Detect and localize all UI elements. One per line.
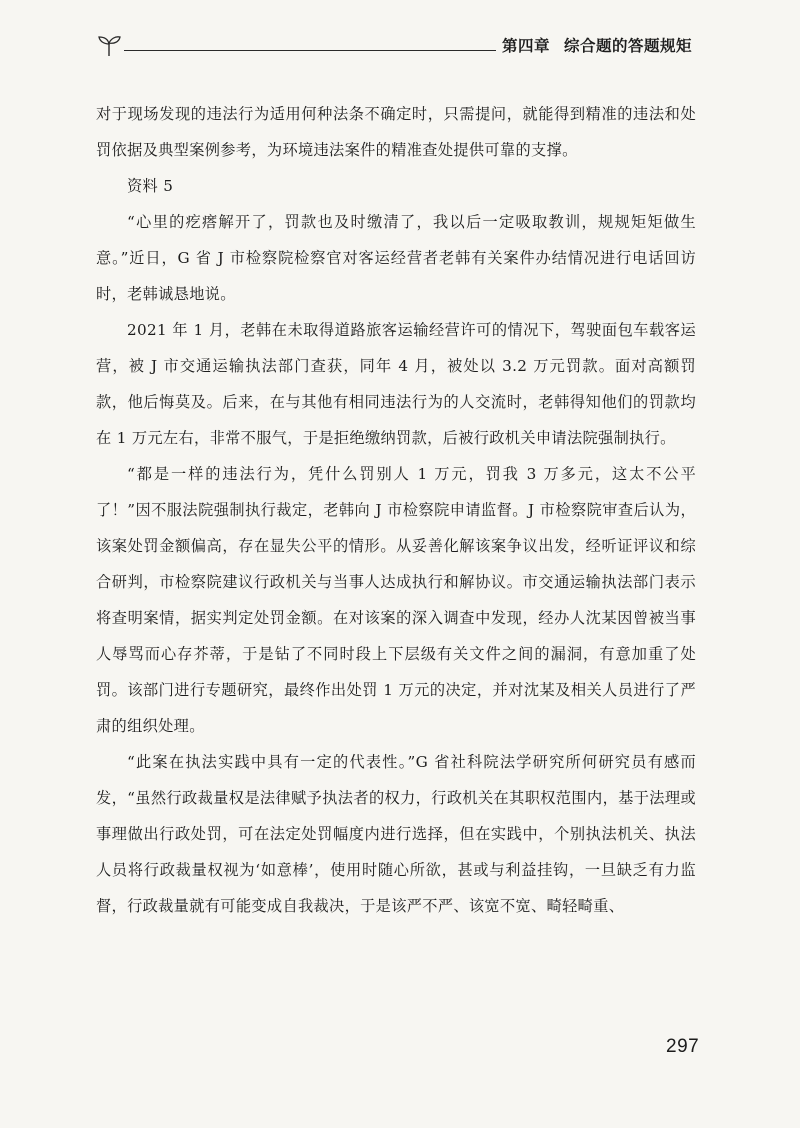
paragraph: “都是一样的违法行为，凭什么罚别人 1 万元，罚我 3 万多元，这太不公平了！”因不服法院强制执行裁定，老韩向 J 市检察院申请监督。J 市检察院审查后认为，该案处罚金额偏高，存在显失公平的情形。从妥善化解该案争议出发，经听证评议和综合研判，市检察院建议行政机关与当事人达成执行和解协议。市交通运输执法部门表示将查明案情，据实判定处罚金额。在对该案的深入调查中发现，经办人沈某因曾被当事人辱骂而心存芥蒂，于是钻了不同时段上下层级有关文件之间的漏洞，有意加重了处罚。该部门进行专题研究，最终作出处罚 1 万元的决定，并对沈某及相关人员进行了严肃的组织处理。 [96, 465, 696, 735]
section-heading: 资料 5 [127, 177, 174, 195]
page-body [96, 96, 696, 924]
sprout-icon [96, 32, 122, 58]
running-header [88, 30, 706, 62]
paragraph-continued: 对于现场发现的违法行为适用何种法条不确定时，只需提问，就能得到精准的违法和处罚依据及典型案例参考，为环境违法案件的精准查处提供可靠的支撑。 [96, 105, 696, 159]
chapter-label [496, 34, 712, 56]
chapter-title: 综合题的答题规矩 [564, 37, 693, 55]
paragraph: “此案在执法实践中具有一定的代表性。”G 省社科院法学研究所何研究员有感而发，“虽然行政裁量权是法律赋予执法者的权力，行政机关在其职权范围内，基于法理或事理做出行政处罚，可在法定处罚幅度内进行选择，但在实践中，个别执法机关、执法人员将行政裁量权视为‘如意棒’，使用时随心所欲，甚或与利益挂钩，一旦缺乏有力监督，行政裁量就有可能变成自我裁决，于是该严不严、该宽不宽、畸轻畸重、 [96, 753, 696, 915]
page-number: 297 [666, 1036, 700, 1057]
paragraph: “心里的疙瘩解开了，罚款也及时缴清了，我以后一定吸取教训，规规矩矩做生意。”近日，G 省 J 市检察院检察官对客运经营者老韩有关案件办结情况进行电话回访时，老韩诚恳地说。 [96, 213, 696, 303]
chapter-number: 第四章 [502, 37, 551, 55]
paragraph: 2021 年 1 月，老韩在未取得道路旅客运输经营许可的情况下，驾驶面包车载客运营，被 J 市交通运输执法部门查获，同年 4 月，被处以 3.2 万元罚款。面对高额罚款，他后悔莫及。后来，在与其他有相同违法行为的人交流时，老韩得知他们的罚款均在 1 万元左右，非常不服气，于是拒绝缴纳罚款，后被行政机关申请法院强制执行。 [96, 321, 696, 447]
